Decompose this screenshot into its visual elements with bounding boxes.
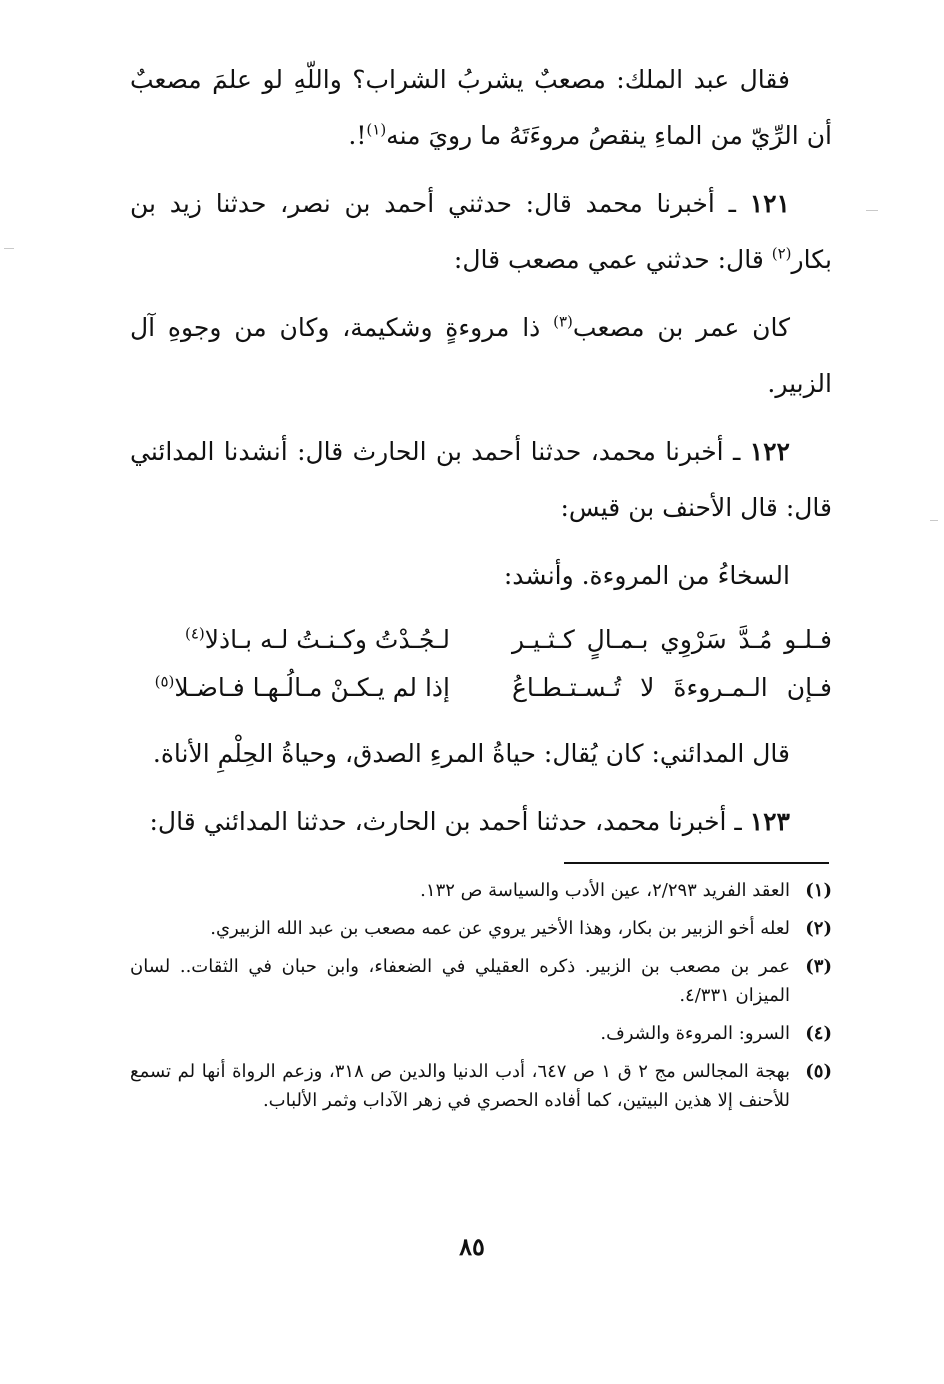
paragraph-text: كان عمر بن مصعب xyxy=(572,313,790,342)
scan-mark xyxy=(930,520,938,521)
verse-line-2 xyxy=(130,664,832,712)
hemistich-first: فـلـو مُـدَّ سَرْوِي بـمـالٍ كـثـيـر xyxy=(512,625,832,654)
footnote-text: العقد الفريد ٢/٢٩٣، عين الأدب والسياسة ص ١٣٢. xyxy=(420,880,790,901)
entry-number: ١٢٢ xyxy=(749,437,790,466)
paragraph-text: قال: حدثني عمي مصعب قال: xyxy=(453,245,772,274)
paragraph-1 xyxy=(130,52,832,164)
footnote-text: عمر بن مصعب بن الزبير. ذكره العقيلي في الضعفاء، وابن حبان في الثقات.. لسان الميزان ٤/٣٣١. xyxy=(130,956,790,1006)
footnote-ref-3[interactable]: (٣) xyxy=(553,312,573,331)
hemistich-second xyxy=(130,616,450,664)
paragraph-123 xyxy=(130,794,832,850)
paragraph-text: ـ أخبرنا محمد قال: حدثني أحمد بن نصر، حدثنا زيد بن بكار xyxy=(130,189,832,274)
footnote-ref-5[interactable]: (٥) xyxy=(154,672,175,691)
poem xyxy=(130,616,832,712)
footnote-4 xyxy=(130,1019,832,1048)
footnote-text: لعله أخو الزبير بن بكار، وهذا الأخير يروي عن عمه مصعب بن عبد الله الزبيري. xyxy=(210,918,790,939)
footnote-ref-4[interactable]: (٤) xyxy=(184,624,205,643)
main-text xyxy=(130,52,832,862)
paragraph-text: ـ أخبرنا محمد، حدثنا أحمد بن الحارث، حدثنا المدائني قال: xyxy=(149,807,750,836)
footnote-number: (٣) xyxy=(805,956,832,977)
footnote-3 xyxy=(130,952,832,1010)
paragraph-umar xyxy=(130,300,832,412)
footnote-2 xyxy=(130,914,832,943)
paragraph-madaini xyxy=(130,726,832,782)
hemistich-first: فـإن الـمـروءةَ لا تُـسـتـطـاعُ xyxy=(512,673,832,702)
footnote-number: (١) xyxy=(805,880,832,901)
paragraph-text: ذا مروءةٍ وشكيمة، وكان من وجوهِ آل الزبير. xyxy=(130,313,832,398)
footnote-ref-1[interactable]: (١) xyxy=(366,120,387,139)
paragraph-122 xyxy=(130,424,832,536)
scan-mark xyxy=(866,210,878,211)
scan-mark xyxy=(4,248,14,249)
footnote-ref-2[interactable]: (٢) xyxy=(771,244,792,263)
hemistich-text: إذا لم يـكـنْ مـالُـهـا فـاضـلا xyxy=(174,673,450,702)
paragraph-text: السخاءُ من المروءة. وأنشد: xyxy=(503,561,790,590)
paragraph-text: !. xyxy=(348,121,367,150)
paragraph-text: فقال عبد الملك: مصعبٌ يشربُ الشراب؟ واللّهِ لو علمَ مصعبٌ أن الرِّيّ من الماءِ ينقصُ مروءَتَهُ ما رويَ منه xyxy=(130,65,832,150)
footnote-number: (٢) xyxy=(805,918,832,939)
entry-number: ١٢٣ xyxy=(749,807,790,836)
paragraph-text: قال المدائني: كان يُقال: حياةُ المرءِ الصدق، وحياةُ الحِلْمِ الأناة. xyxy=(152,739,790,768)
footnote-text: بهجة المجالس مج ٢ ق ١ ص ٦٤٧، أدب الدنيا والدين ص ٣١٨، وزعم الرواة أنها لم تسمع للأحنف إلا هذين البيتين، كما أفاده الحصري في زهر الآداب وثمر الألباب. xyxy=(130,1061,790,1111)
paragraph-121 xyxy=(130,176,832,288)
footnote-1 xyxy=(130,876,832,905)
footnote-text: السرو: المروءة والشرف. xyxy=(600,1023,790,1044)
footnote-separator xyxy=(564,862,829,864)
hemistich-text: لـجُـدْتُ وكـنـتُ لـه بـاذلا xyxy=(204,625,450,654)
paragraph-text: ـ أخبرنا محمد، حدثنا أحمد بن الحارث قال: أنشدنا المدائني قال: قال الأحنف بن قيس: xyxy=(130,437,832,522)
footnote-number: (٤) xyxy=(805,1023,832,1044)
verse-line-1 xyxy=(130,616,832,664)
page-number: ٨٥ xyxy=(459,1232,485,1261)
footnote-number: (٥) xyxy=(805,1061,832,1082)
footnote-5 xyxy=(130,1057,832,1115)
hemistich-second xyxy=(130,664,450,712)
footnotes xyxy=(130,876,832,1124)
entry-number: ١٢١ xyxy=(749,189,790,218)
paragraph-sakha xyxy=(130,548,832,604)
